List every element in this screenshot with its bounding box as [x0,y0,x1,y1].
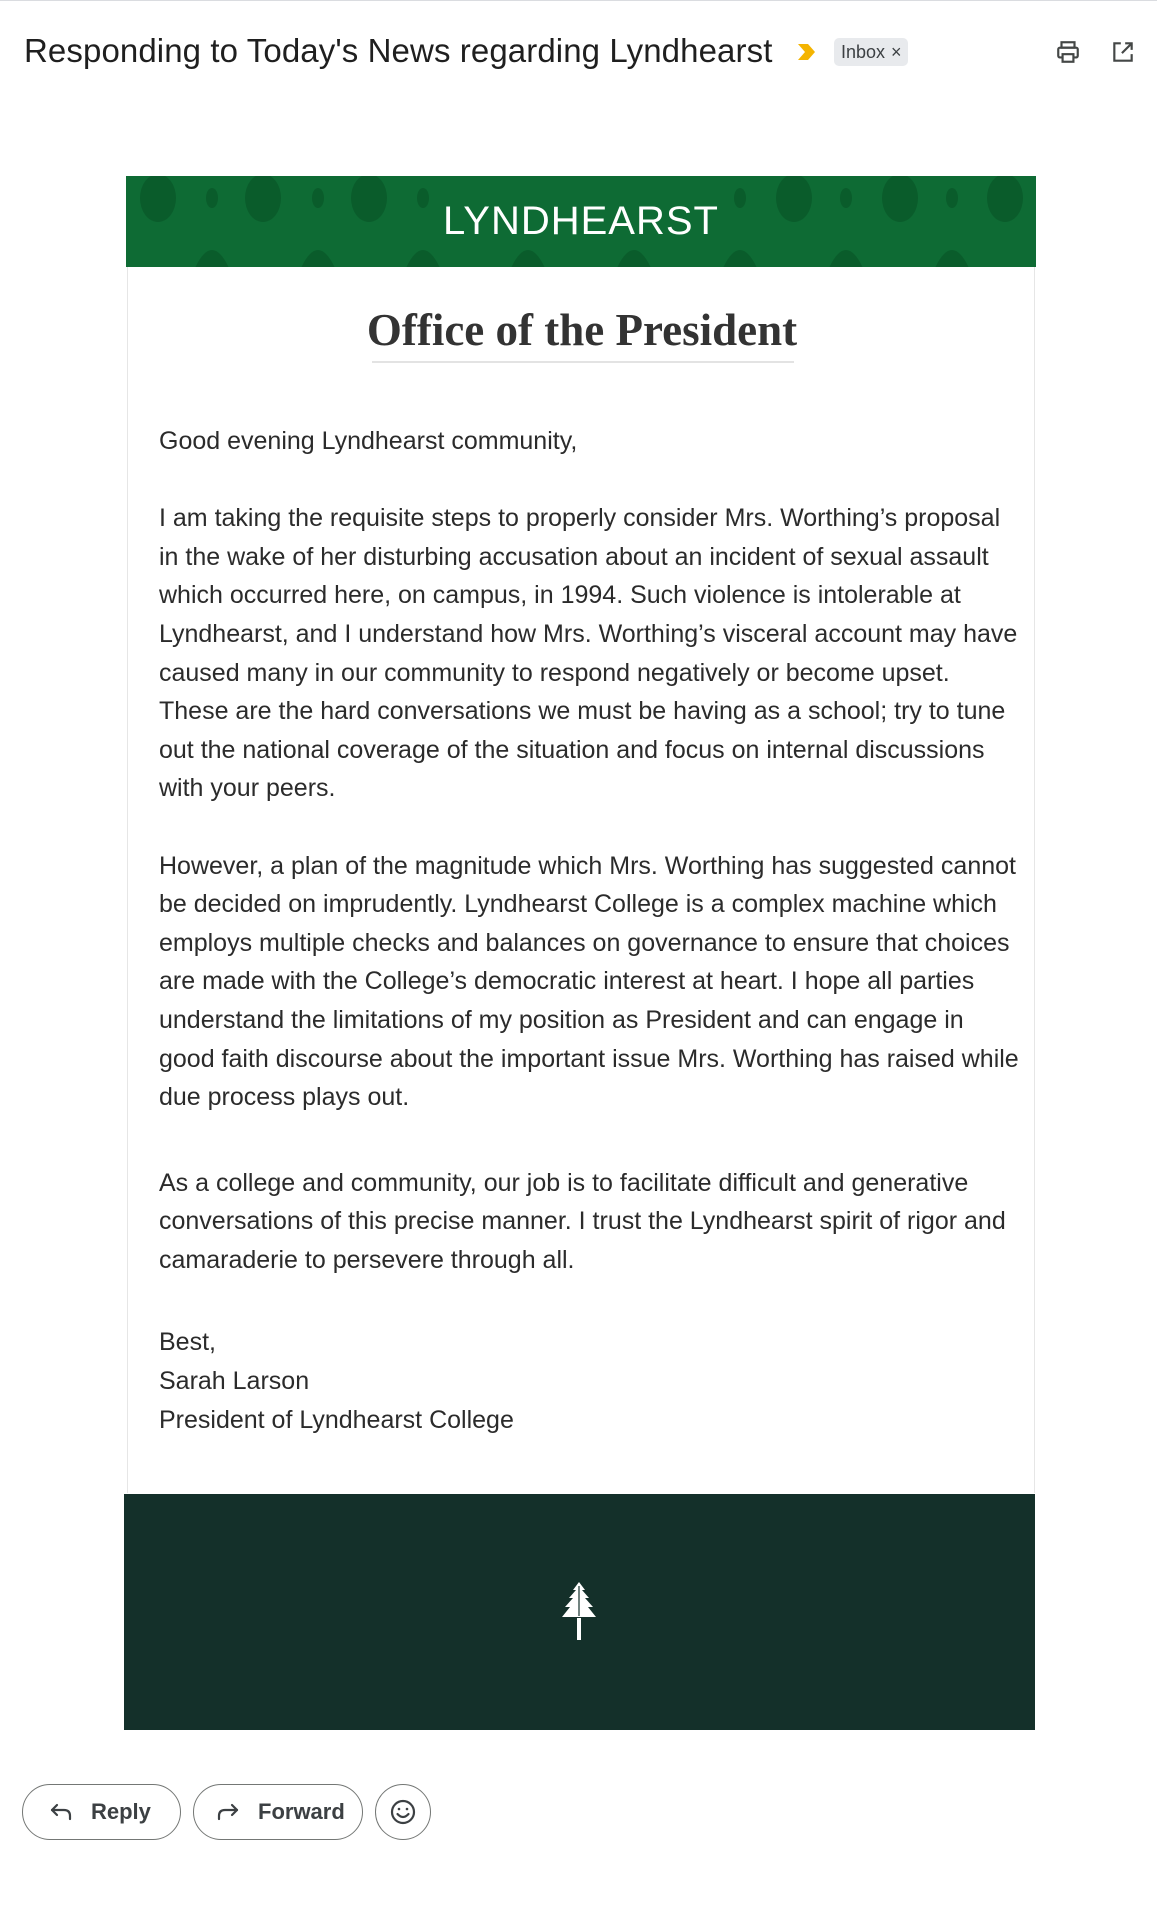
reply-label: Reply [91,1799,151,1824]
paragraph-3: As a college and community, our job is to facilitate difficult and generative conversations of this precise manner. I trust the Lyndhearst spirit of rigor and camaraderie to persevere through all. [159,1168,1006,1274]
email-body-card [127,267,1035,1493]
label-text: Inbox [841,41,886,62]
greeting: Good evening Lyndhearst community, [159,427,578,455]
forward-arrow-icon [216,1802,240,1822]
paragraph-2: However, a plan of the magnitude which Mrs. Worthing has suggested cannot be decided on imprudently. Lyndhearst College is a complex machine which employs multiple checks and balances on governance to ensure that choices are made with the College’s democratic interest at heart. I hope all parties understand the limitations of my position as President and can engage in good faith discourse about the important issue Mrs. Worthing has raised while due process plays out. [159,851,1019,1112]
inbox-label-chip[interactable] [834,38,908,66]
closing: Best, [159,1328,216,1357]
open-in-new-window-icon[interactable] [1105,34,1141,70]
top-divider [0,0,1157,1]
lyndhearst-banner [126,176,1036,267]
forward-label: Forward [258,1799,345,1824]
signer-name: Sarah Larson [159,1367,310,1396]
email-footer [124,1494,1035,1730]
email-header [0,28,1157,76]
tree-logo-icon [558,1580,600,1642]
title-underline [372,361,794,363]
reply-arrow-icon [49,1802,73,1822]
email-subject: Responding to Today's News regarding Lyndhearst [24,32,773,69]
banner-title: LYNDHEARST [443,199,719,243]
letter-body [159,422,1019,1439]
print-icon[interactable] [1050,34,1086,70]
signature-block [159,1323,1019,1439]
signer-title: President of Lyndhearst College [159,1405,514,1434]
paragraph-1: I am taking the requisite steps to properly consider Mrs. Worthing’s proposal in the wake of her disturbing accusation about an incident of sexual assault which occurred here, on campus, in 1994. Such violence is intolerable at Lyndhearst, and I understand how Mrs. Worthing’s visceral account may have caused many in our community to respond negatively or become upset. These are the hard conversations we must be having as a school; try to tune out the national coverage of the situation and focus on internal discussions with your peers. [159,504,1018,803]
remove-label-icon[interactable]: × [891,42,902,62]
reply-button[interactable] [22,1784,181,1840]
importance-marker-icon[interactable] [796,42,818,62]
forward-button[interactable] [193,1784,363,1840]
office-title: Office of the President [366,305,798,355]
smiley-icon [389,1798,417,1826]
emoji-reaction-button[interactable] [375,1784,431,1840]
